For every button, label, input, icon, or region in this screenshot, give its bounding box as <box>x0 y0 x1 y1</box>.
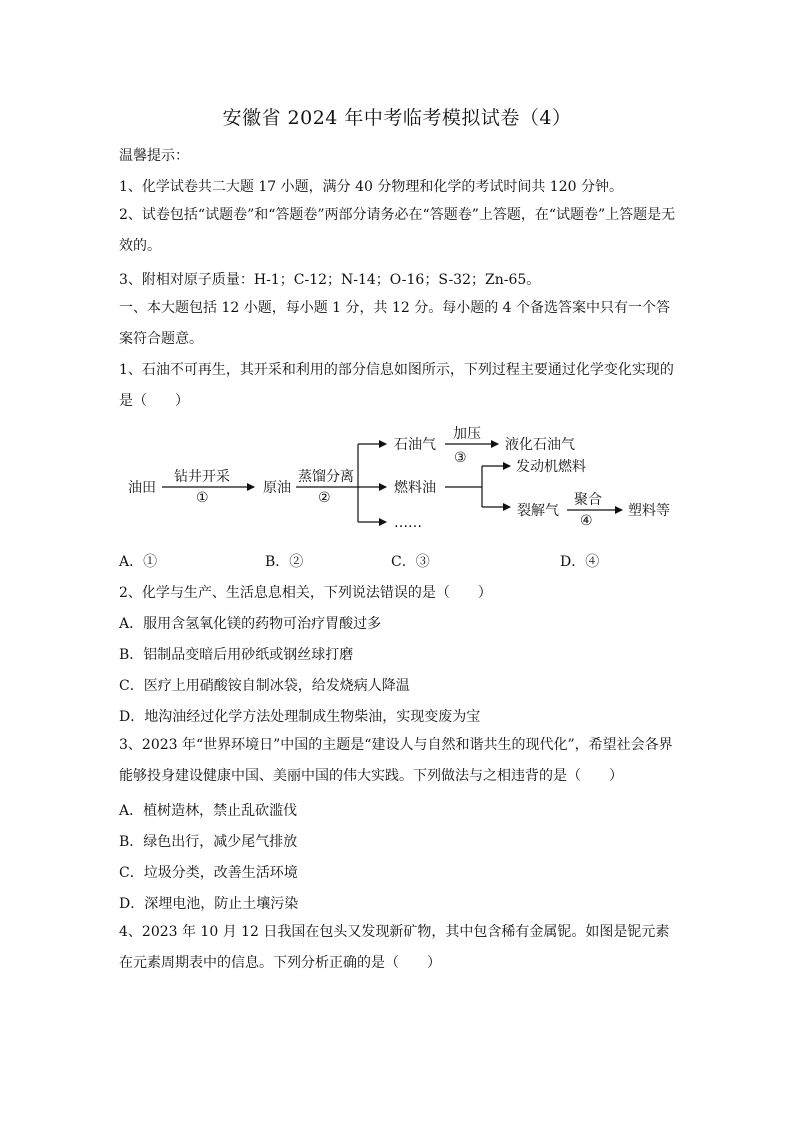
step-polymerize: 聚合 <box>574 492 602 508</box>
q3-option-c[interactable]: C．垃圾分类，改善生活环境 <box>119 865 298 881</box>
node-petroleum-gas: 石油气 <box>394 437 436 453</box>
q3-option-b[interactable]: B．绿色出行，减少尾气排放 <box>119 834 298 850</box>
node-plastics: 塑料等 <box>628 503 670 519</box>
node-lpg: 液化石油气 <box>505 437 575 453</box>
step-drilling: 钻井开采 <box>174 469 230 485</box>
notice-heading: 温馨提示： <box>119 148 189 164</box>
node-cracked-gas: 裂解气 <box>517 503 559 519</box>
mark-4: ④ <box>580 513 593 529</box>
step-pressurize: 加压 <box>453 426 481 442</box>
question-2-stem: 2、化学与生产、生活息息相关，下列说法错误的是（ ） <box>119 585 492 601</box>
notice-item-2: 2、试卷包括“试题卷”和“答题卷”两部分请务必在“答题卷”上答题，在“试题卷”上答题是无效的。 <box>119 207 676 254</box>
node-fuel-oil: 燃料油 <box>394 480 436 496</box>
mark-2: ② <box>318 490 331 506</box>
q2-option-c[interactable]: C．医疗上用硝酸铵自制冰袋，给发烧病人降温 <box>119 678 410 694</box>
node-engine-fuel: 发动机燃料 <box>516 459 586 475</box>
question-1-stem: 1、石油不可再生，其开采和利用的部分信息如图所示，下列过程主要通过化学变化实现的是（ ） <box>119 362 674 409</box>
q3-option-a[interactable]: A．植树造林，禁止乱砍滥伐 <box>119 803 298 819</box>
notice-item-3: 3、附相对原子质量：H-1；C-12；N-14；O-16；S-32；Zn-65。 <box>119 272 541 288</box>
node-more: …… <box>394 515 422 531</box>
q1-option-b[interactable]: B．② <box>265 554 304 570</box>
page-title: 安徽省 2024 年中考临考模拟试卷（4） <box>222 107 572 129</box>
q3-option-d[interactable]: D．深埋电池，防止土壤污染 <box>119 896 299 912</box>
notice-item-1: 1、化学试卷共二大题 17 小题，满分 40 分物理和化学的考试时间共 120 分钟。 <box>119 179 623 195</box>
q1-option-a[interactable]: A．① <box>119 554 158 570</box>
question-3-stem: 3、2023 年“世界环境日”中国的主题是“建设人与自然和谐共生的现代化”，希望社会各界能够投身建设健康中国、美丽中国的伟大实践。下列做法与之相违背的是（ ） <box>119 737 673 784</box>
question-4-stem: 4、2023 年 10 月 12 日我国在包头又发现新矿物，其中包含稀有金属铌。如图是铌元素在元素周期表中的信息。下列分析正确的是（ ） <box>119 924 670 971</box>
q2-option-a[interactable]: A．服用含氢氧化镁的药物可治疗胃酸过多 <box>119 616 382 632</box>
mark-1: ① <box>196 490 209 506</box>
q2-option-b[interactable]: B．铝制品变暗后用砂纸或钢丝球打磨 <box>119 647 354 663</box>
step-distillation: 蒸馏分离 <box>298 469 354 485</box>
q2-option-d[interactable]: D．地沟油经过化学方法处理制成生物柴油，实现变废为宝 <box>119 709 481 725</box>
node-crude: 原油 <box>263 480 291 496</box>
q1-option-d[interactable]: D．④ <box>560 554 600 570</box>
q1-option-c[interactable]: C．③ <box>391 554 430 570</box>
mark-3: ③ <box>454 450 467 466</box>
section-heading: 一、本大题包括 12 小题，每小题 1 分，共 12 分。每小题的 4 个备选答案中只有一个答案符合题意。 <box>119 300 671 347</box>
node-oilfield: 油田 <box>128 480 156 496</box>
